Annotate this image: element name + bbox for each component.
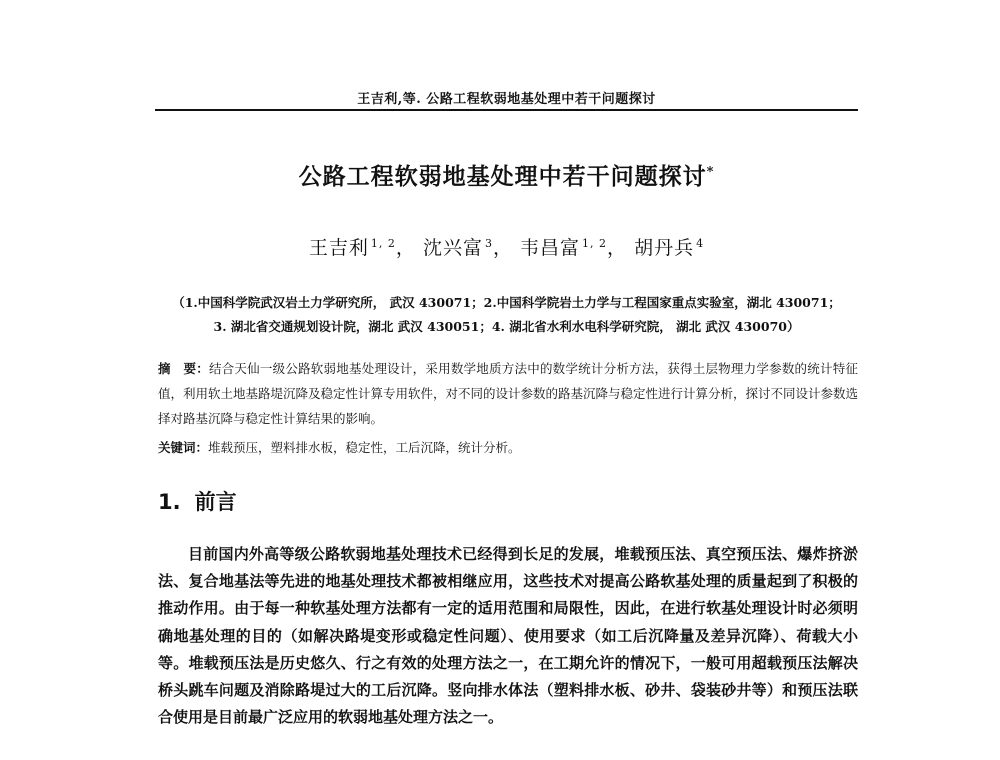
- section-number: 1.: [158, 490, 181, 514]
- author: [520, 237, 627, 259]
- author-name: 王吉利: [308, 237, 369, 259]
- title-footnote-mark: *: [706, 164, 715, 180]
- author: [309, 237, 416, 259]
- abstract: [158, 356, 858, 431]
- affiliation-line: （1.中国科学院武汉岩土力学研究所， 武汉 430071；2.中国科学院岩土力学与工程国家重点实验室，湖北 430071；: [172, 295, 841, 310]
- keywords: [158, 435, 858, 460]
- author-affiliation-mark: 1, 2: [370, 236, 396, 250]
- author: [423, 237, 513, 259]
- author-separator: ，: [607, 237, 628, 259]
- abstract-label: 摘 要：: [158, 361, 209, 376]
- author-affiliation-mark: 3: [484, 236, 493, 250]
- title-text: 公路工程软弱地基处理中若干问题探讨: [298, 163, 707, 190]
- keywords-label: 关键词：: [158, 440, 209, 455]
- author-name: 韦昌富: [520, 237, 581, 259]
- author-name: 沈兴富: [422, 237, 483, 259]
- section-title: 前言: [194, 490, 237, 514]
- header-rule: [155, 109, 858, 111]
- author-list: [155, 233, 858, 260]
- author-name: 胡丹兵: [634, 237, 695, 259]
- affiliations: [150, 291, 863, 339]
- section-heading: [158, 486, 237, 516]
- author-affiliation-mark: 1, 2: [582, 236, 608, 250]
- author: [634, 237, 704, 259]
- running-header: 王吉利,等. 公路工程软弱地基处理中若干问题探讨: [357, 92, 656, 107]
- body-paragraph: 目前国内外高等级公路软弱地基处理技术已经得到长足的发展，堆载预压法、真空预压法、爆炸挤淤法、复合地基法等先进的地基处理技术都被相继应用，这些技术对提高公路软基处理的质量起到了积极的推动作用。由于每一种软基处理方法都有一定的适用范围和局限性，因此，在进行软基处理设计时必须明确地基处理的目的（如解决路堤变形或稳定性问题）、使用要求（如工后沉降量及差异沉降）、荷载大小等。堆载预压法是历史悠久、行之有效的处理方法之一，在工期允许的情况下，一般可用超载预压法解决桥头跳车问题及消除路堤过大的工后沉降。竖向排水体法（塑料排水板、砂井、袋装砂井等）和预压法联合使用是目前最广泛应用的软弱地基处理方法之一。: [158, 545, 858, 727]
- keywords-text: 堆载预压，塑料排水板，稳定性，工后沉降，统计分析。: [208, 440, 521, 455]
- author-separator: ，: [492, 237, 513, 259]
- affiliation-line: 3. 湖北省交通规划设计院，湖北 武汉 430051；4. 湖北省水利水电科学研究院， 湖北 武汉 430070）: [213, 319, 800, 334]
- author-affiliation-mark: 4: [696, 236, 705, 250]
- paper-title: [155, 158, 858, 191]
- abstract-text: 结合天仙一级公路软弱地基处理设计，采用数学地质方法中的数学统计分析方法，获得土层物理力学参数的统计特征值，利用软土地基路堤沉降及稳定性计算专用软件，对不同的设计参数的路基沉降与稳定性进行计算分析，探讨不同设计参数选择对路基沉降与稳定性计算结果的影响。: [158, 361, 859, 426]
- author-separator: ，: [395, 237, 416, 259]
